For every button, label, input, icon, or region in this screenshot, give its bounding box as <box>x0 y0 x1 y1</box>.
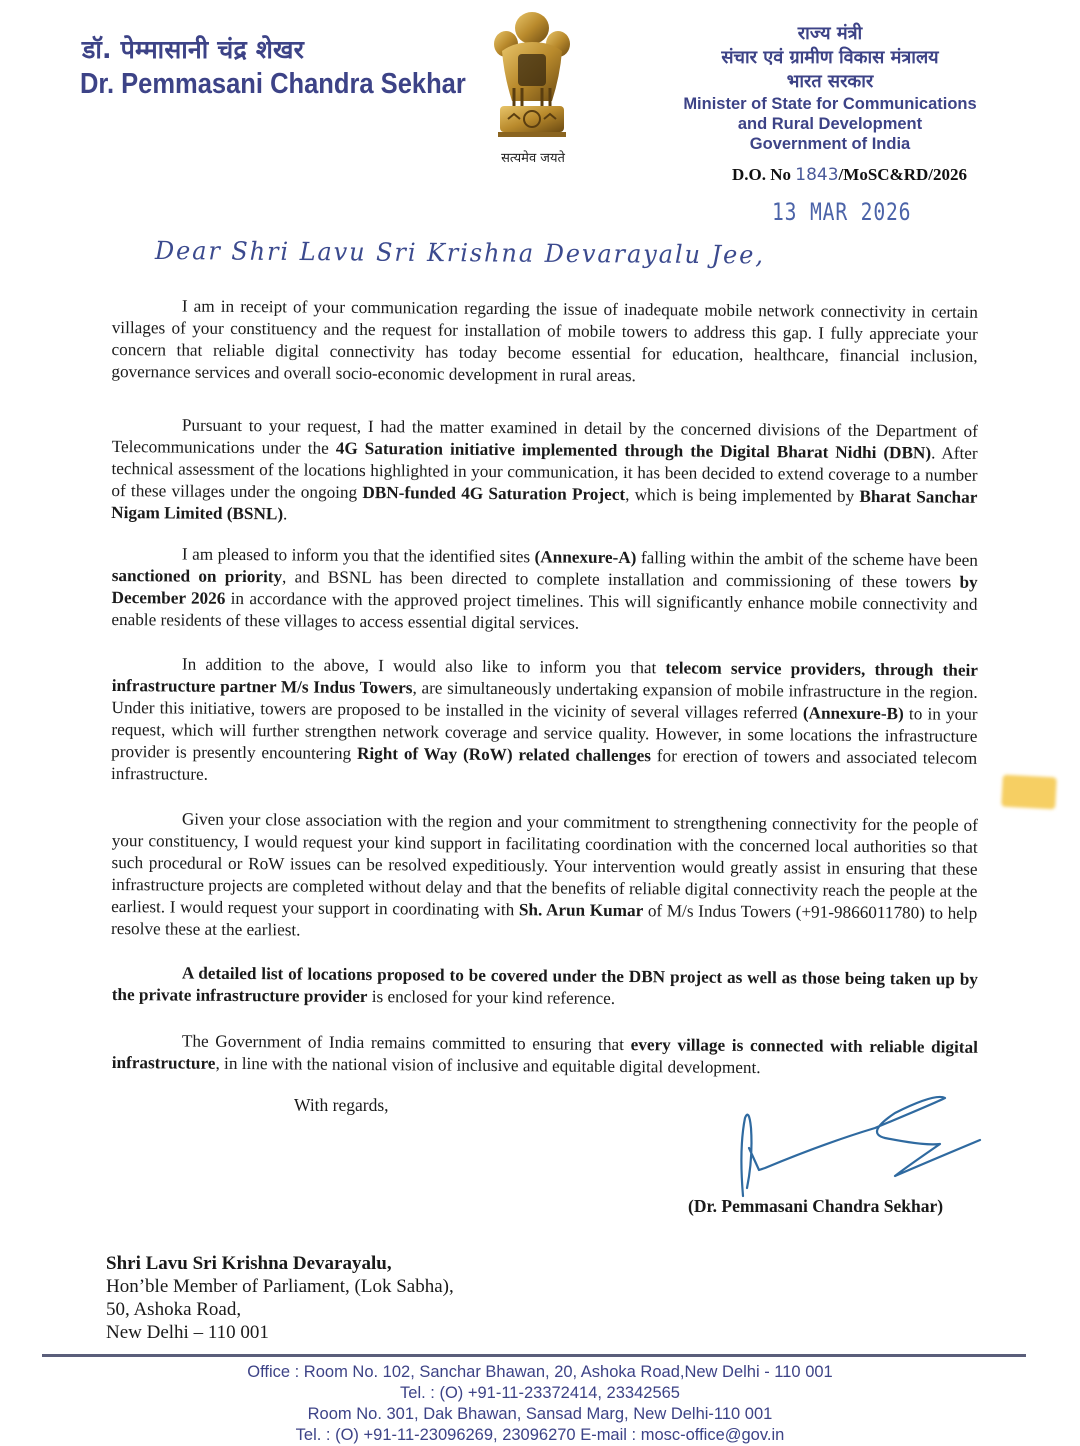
designation-english: Minister of State for Communications <box>683 95 977 113</box>
emphasis-text: Sh. Arun Kumar <box>518 900 644 921</box>
paragraph-6 <box>112 962 978 1013</box>
emphasis-text: Right of Way (RoW) related challenges <box>356 743 652 766</box>
paragraph-3 <box>111 543 978 638</box>
paragraph-indent <box>112 978 182 979</box>
body-text: . <box>283 504 288 524</box>
body-text: , are simultaneously undertaking expansion of mobile infrastructure in the region. Under this initiative, towers are proposed to be installed in the vicinity of several villages referred <box>111 678 978 723</box>
body-text: Given your close association with the region and your commitment to strengthening connectivity for the people of your constituency, I would request your kind support in facilitating coordination with the concerned local authorities so that such procedural or RoW issues can be resolved expeditiously. Your intervention would greatly assist in ensuring that these infrastructure projects are completed without delay and that the benefits of reliable digital connectivity reach the people at the earliest. I would request your support in coordinating with <box>111 809 978 920</box>
paragraph-indent <box>112 1046 182 1047</box>
body-text: , which is being implemented by <box>625 485 860 506</box>
paragraph-4 <box>111 653 978 792</box>
date-stamp: 13 MAR 2026 <box>772 198 912 226</box>
body-text: I am pleased to inform you that the identified sites <box>181 544 535 567</box>
body-text: to in your request, which will further strengthen network coverage and service quality. However, in some locations the infrastructure provider is presently encountering <box>111 704 978 763</box>
emphasis-text: sanctioned on priority <box>111 565 283 587</box>
body-text: of M/s Indus Towers (+91-9866011780) to help resolve these at the earliest. <box>110 901 978 940</box>
national-emblem-icon <box>484 6 580 148</box>
government-hindi: भारत सरकार <box>786 71 874 92</box>
body-text: In addition to the above, I would also like to inform you that <box>181 654 666 678</box>
footer-contact <box>140 1362 940 1446</box>
addressee-line: New Delhi – 110 001 <box>106 1322 269 1343</box>
paragraph-indent <box>112 669 182 670</box>
signer-name: (Dr. Pemmasani Chandra Sekhar) <box>688 1196 944 1216</box>
emphasis-text: A detailed list of locations proposed to be covered under the DBN project as well as those being taken up by the private infrastructure provider <box>111 963 978 1007</box>
footer-office-phone: Tel. : (O) +91-11-23372414, 23342565 <box>400 1384 680 1402</box>
do-prefix: D.O. No <box>732 165 796 184</box>
paragraph-indent <box>112 430 182 431</box>
emphasis-text: Bharat Sanchar Nigam Limited (BSNL) <box>111 486 978 524</box>
paragraph-indent <box>112 824 182 825</box>
emblem-motto: सत्यमेव जयते <box>501 151 565 166</box>
body-text: I am in receipt of your communication regarding the issue of inadequate mobile network connectivity in certain villages of your constituency and the request for installation of mobile towers to address this gap. I fully appreciate your concern that reliable digital connectivity has today become essential for education, healthcare, financial inclusion, governance services and overall socio-economic development in rural areas. <box>111 296 978 386</box>
signature-icon <box>735 1088 985 1203</box>
paragraph-indent <box>112 311 182 312</box>
body-text: in accordance with the approved project timelines. This will significantly enhance mobile connectivity and enable residents of these villages to access essential digital services. <box>111 588 978 633</box>
do-suffix: /MoSC&RD/2026 <box>838 165 967 184</box>
emphasis-text: every village is connected with reliable digital infrastructure <box>111 1035 978 1073</box>
body-text: , and BSNL has been directed to complete installation and commissioning of these towers <box>282 567 960 592</box>
addressee-line: Hon’ble Member of Parliament, (Lok Sabha), <box>106 1276 454 1297</box>
emphasis-text: 4G Saturation initiative implemented through the Digital Bharat Nidhi (DBN) <box>335 438 932 463</box>
ministry-block <box>660 22 1000 154</box>
body-text: Pursuant to your request, I had the matter examined in detail by the concerned divisions of the Department of Telecommunications under the <box>111 415 978 458</box>
salutation: Dear Shri Lavu Sri Krishna Devarayalu Jee, <box>154 236 765 270</box>
emphasis-text: DBN-funded 4G Saturation Project <box>362 482 626 505</box>
emphasis-text: (Annexure-B) <box>802 703 904 724</box>
emphasis-text: telecom service providers, through their infrastructure partner M/s Indus Towers <box>111 658 978 698</box>
emphasis-text: (Annexure-A) <box>534 547 637 568</box>
paragraph-5 <box>111 808 978 947</box>
body-text: , in line with the national vision of inclusive and equitable digital development. <box>215 1053 761 1078</box>
closing: With regards, <box>294 1095 389 1115</box>
body-text: The Government of India remains committed to ensuring that <box>181 1031 631 1055</box>
body-text: for erection of towers and associated telecom infrastructure. <box>110 746 978 784</box>
paragraph-indent <box>112 559 182 560</box>
footer-office-address: Office : Room No. 102, Sanchar Bhawan, 20, Ashoka Road,New Delhi - 110 001 <box>247 1363 833 1381</box>
do-number-handwritten: 1843 <box>795 165 839 185</box>
sender-name-english: Dr. Pemmasani Chandra Sekhar <box>80 68 466 100</box>
sticky-note-tab <box>1001 775 1057 810</box>
ministry-english: and Rural Development <box>737 115 923 133</box>
emphasis-text: by December 2026 <box>111 572 978 608</box>
body-text: is enclosed for your kind reference. <box>367 987 616 1008</box>
ministry-hindi: संचार एवं ग्रामीण विकास मंत्रालय <box>721 47 939 68</box>
paragraph-1 <box>111 295 978 390</box>
addressee-line: 50, Ashoka Road, <box>106 1299 242 1320</box>
body-text: falling within the ambit of the scheme have been <box>636 548 978 570</box>
addressee-block <box>106 1252 454 1344</box>
do-number <box>732 165 967 185</box>
footer-divider <box>42 1354 1026 1357</box>
addressee-name: Shri Lavu Sri Krishna Devarayalu, <box>106 1253 392 1274</box>
footer-secondary-phone-email: Tel. : (O) +91-11-23096269, 23096270 E-mail : mosc-office@gov.in <box>295 1426 785 1444</box>
government-english: Government of India <box>749 135 911 153</box>
designation-hindi: राज्य मंत्री <box>797 23 863 44</box>
sender-name-hindi: डॉ. पेम्मासानी चंद्र शेखर <box>82 35 305 64</box>
body-text: . After technical assessment of the locations highlighted in your communication, it has been decided to extend coverage to a number of these villages under the ongoing <box>111 443 978 502</box>
paragraph-2 <box>111 414 978 531</box>
paragraph-7 <box>112 1030 978 1081</box>
footer-secondary-address: Room No. 301, Dak Bhawan, Sansad Marg, New Delhi-110 001 <box>307 1405 773 1423</box>
